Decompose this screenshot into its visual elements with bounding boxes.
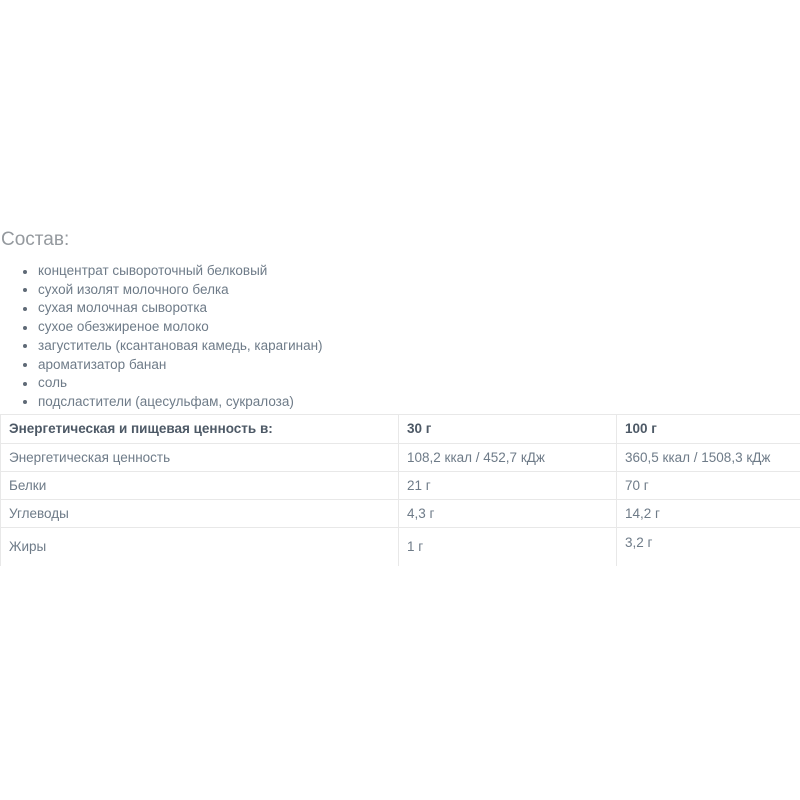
- list-item: [38, 299, 800, 318]
- composition-heading: Состав:: [1, 229, 70, 250]
- list-item: [38, 281, 800, 300]
- list-item: [38, 374, 800, 393]
- ingredient-text: подсластители (ацесульфам, сукралоза): [38, 393, 294, 409]
- list-item: [38, 262, 800, 281]
- list-item: [38, 356, 800, 375]
- table-row: [1, 499, 800, 527]
- ingredient-text: сухой изолят молочного белка: [38, 281, 229, 297]
- bullet-icon: [23, 344, 27, 348]
- table-cell: 360,5 ккал / 1508,3 кДж: [617, 443, 800, 471]
- ingredient-text: соль: [38, 375, 68, 391]
- ingredient-text: сухое обезжиреное молоко: [38, 319, 209, 335]
- table-cell: 21 г: [399, 471, 617, 499]
- bullet-icon: [23, 307, 27, 311]
- table-header-cell: Энергетическая и пищевая ценность в:: [1, 414, 399, 443]
- bullet-icon: [23, 400, 27, 404]
- table-cell: Энергетическая ценность: [1, 443, 399, 471]
- list-item: [38, 393, 800, 412]
- table-cell: 108,2 ккал / 452,7 кДж: [399, 443, 617, 471]
- bullet-icon: [23, 326, 27, 330]
- bullet-icon: [23, 363, 27, 367]
- table-header-cell: 30 г: [399, 414, 617, 443]
- bullet-icon: [23, 288, 27, 292]
- table-cell: 70 г: [617, 471, 800, 499]
- table-cell: Жиры: [1, 527, 399, 566]
- bullet-icon: [23, 270, 27, 274]
- ingredient-text: сухая молочная сыворотка: [38, 300, 208, 316]
- nutrition-table: [0, 414, 800, 567]
- table-cell: 14,2 г: [617, 499, 800, 527]
- table-cell: 1 г: [399, 527, 617, 566]
- table-header-row: [1, 414, 800, 443]
- list-item: [38, 337, 800, 356]
- table-header-cell: 100 г: [617, 414, 800, 443]
- table-row: [1, 471, 800, 499]
- table-row: [1, 443, 800, 471]
- ingredients-list: [0, 262, 800, 412]
- table-cell: 3,2 г: [617, 527, 800, 566]
- bullet-icon: [23, 382, 27, 386]
- table-cell: Углеводы: [1, 499, 399, 527]
- ingredient-text: загуститель (ксантановая камедь, карагинан): [38, 337, 323, 353]
- list-item: [38, 318, 800, 337]
- table-cell: Белки: [1, 471, 399, 499]
- table-cell: 4,3 г: [399, 499, 617, 527]
- ingredient-text: концентрат сывороточный белковый: [38, 263, 268, 278]
- table-row: [1, 527, 800, 566]
- ingredient-text: ароматизатор банан: [38, 356, 167, 372]
